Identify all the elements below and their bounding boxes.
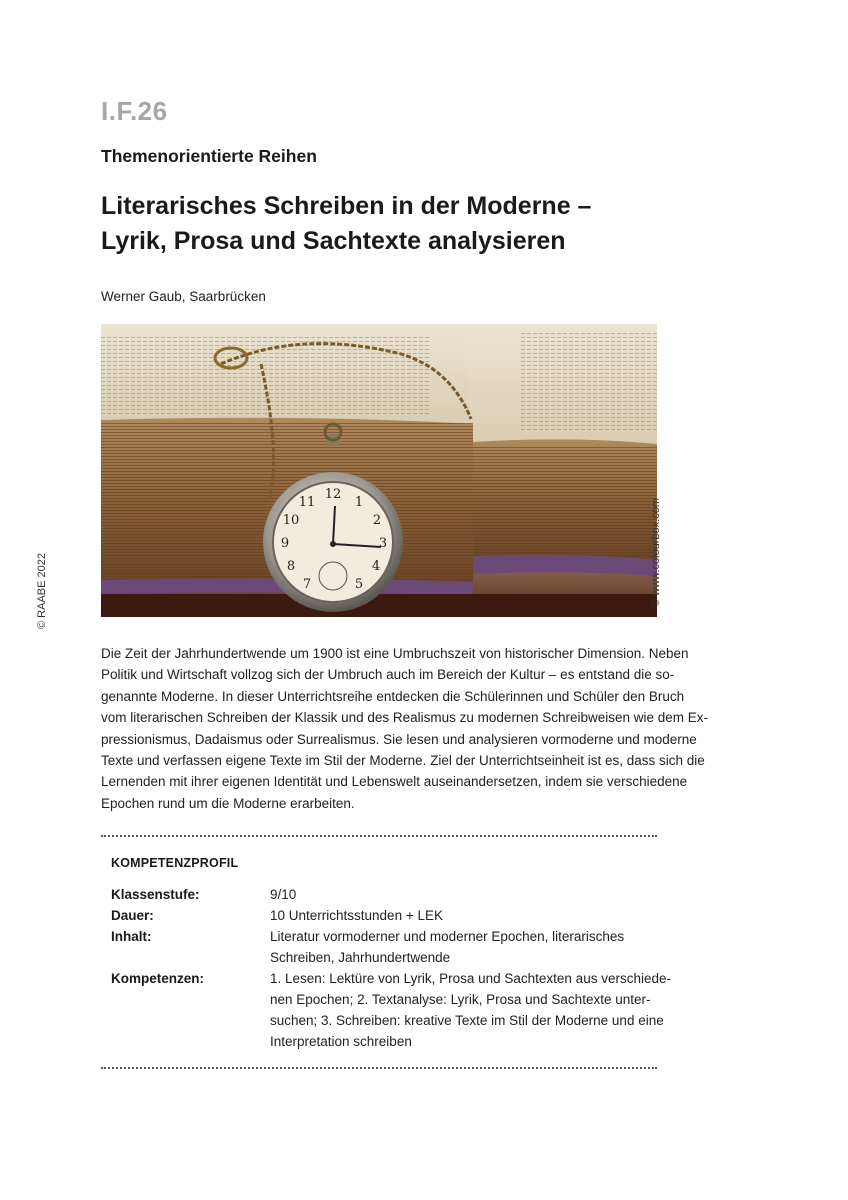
competence-profile [111, 884, 671, 1052]
profile-value-line: Literatur vormoderner und moderner Epochen, literarisches [270, 929, 625, 944]
profile-value-line: suchen; 3. Schreiben: kreative Texte im Stil der Moderne und eine [270, 1013, 664, 1028]
divider-top [101, 835, 657, 837]
profile-heading: KOMPETENZPROFIL [111, 856, 239, 870]
unit-code: I.F.26 [101, 96, 168, 126]
profile-row-content [111, 926, 651, 968]
intro-line: Die Zeit der Jahrhundertwende um 1900 ist eine Umbruchszeit von historischer Dimension. Neben [101, 646, 689, 661]
profile-value [270, 905, 651, 926]
intro-line: vom literarischen Schreiben der Klassik und des Realismus zu modernen Schreibweisen wie dem Ex- [101, 710, 709, 726]
intro-line: genannte Moderne. In dieser Unterrichtsreihe entdecken die Schülerinnen und Schüler den Bruch [101, 688, 685, 704]
svg-text:12: 12 [324, 487, 342, 502]
profile-value [270, 884, 651, 905]
intro-line: pressionismus, Dadaismus oder Surrealismus. Sie lesen und analysieren vormoderne und moderne [101, 731, 697, 747]
profile-value-line: 1. Lesen: Lektüre von Lyrik, Prosa und Sachtexten aus verschiede- [270, 971, 671, 986]
svg-text:4: 4 [371, 559, 381, 574]
svg-text:10: 10 [282, 513, 300, 528]
svg-text:7: 7 [302, 577, 312, 592]
intro-line: Lernenden mit ihrer eigenen Identität und Lebenswelt auseinandersetzen, indem sie verschiedene [101, 774, 688, 790]
title-line: Lyrik, Prosa und Sachtexte analysieren [101, 227, 566, 255]
svg-text:1: 1 [354, 495, 364, 510]
image-credit: © www.colourbox.com [650, 498, 662, 607]
publisher-copyright: © RAABE 2022 [36, 553, 48, 629]
document-title [101, 189, 701, 259]
profile-row-competencies [111, 968, 671, 1052]
author: Werner Gaub, Saarbrücken [101, 289, 266, 304]
cover-photo-book-and-pocket-watch [101, 324, 657, 617]
divider-bottom [101, 1067, 657, 1069]
svg-text:9: 9 [280, 536, 290, 551]
profile-label: Inhalt: [111, 929, 152, 944]
series-label: Themenorientierte Reihen [101, 146, 317, 166]
profile-value-line: 9/10 [270, 887, 297, 902]
intro-line: Texte und verfassen eigene Texte im Stil der Moderne. Ziel der Unterrichtseinheit ist es, dass sich die [101, 753, 705, 769]
profile-value [270, 926, 651, 968]
intro-line: Epochen rund um die Moderne erarbeiten. [101, 795, 355, 811]
profile-value-line: Interpretation schreiben [270, 1034, 412, 1049]
profile-row-grade [111, 884, 651, 905]
profile-label: Klassenstufe: [111, 887, 200, 902]
profile-value-line: nen Epochen; 2. Textanalyse: Lyrik, Prosa und Sachtexte unter- [270, 992, 651, 1007]
profile-value [270, 968, 671, 1052]
svg-text:11: 11 [298, 495, 316, 510]
intro-paragraph [101, 643, 709, 814]
title-line: Literarisches Schreiben in der Moderne – [101, 192, 592, 220]
profile-row-duration [111, 905, 651, 926]
svg-text:8: 8 [286, 559, 296, 574]
svg-text:5: 5 [354, 577, 364, 592]
intro-line: Politik und Wirtschaft vollzog sich der Umbruch auch im Bereich der Kultur – es entstand die so- [101, 667, 675, 683]
profile-label: Dauer: [111, 908, 154, 923]
profile-label: Kompetenzen: [111, 971, 205, 986]
svg-text:3: 3 [378, 536, 388, 551]
svg-text:2: 2 [372, 513, 382, 528]
profile-value-line: 10 Unterrichtsstunden + LEK [270, 908, 443, 923]
profile-value-line: Schreiben, Jahrhundertwende [270, 950, 451, 965]
